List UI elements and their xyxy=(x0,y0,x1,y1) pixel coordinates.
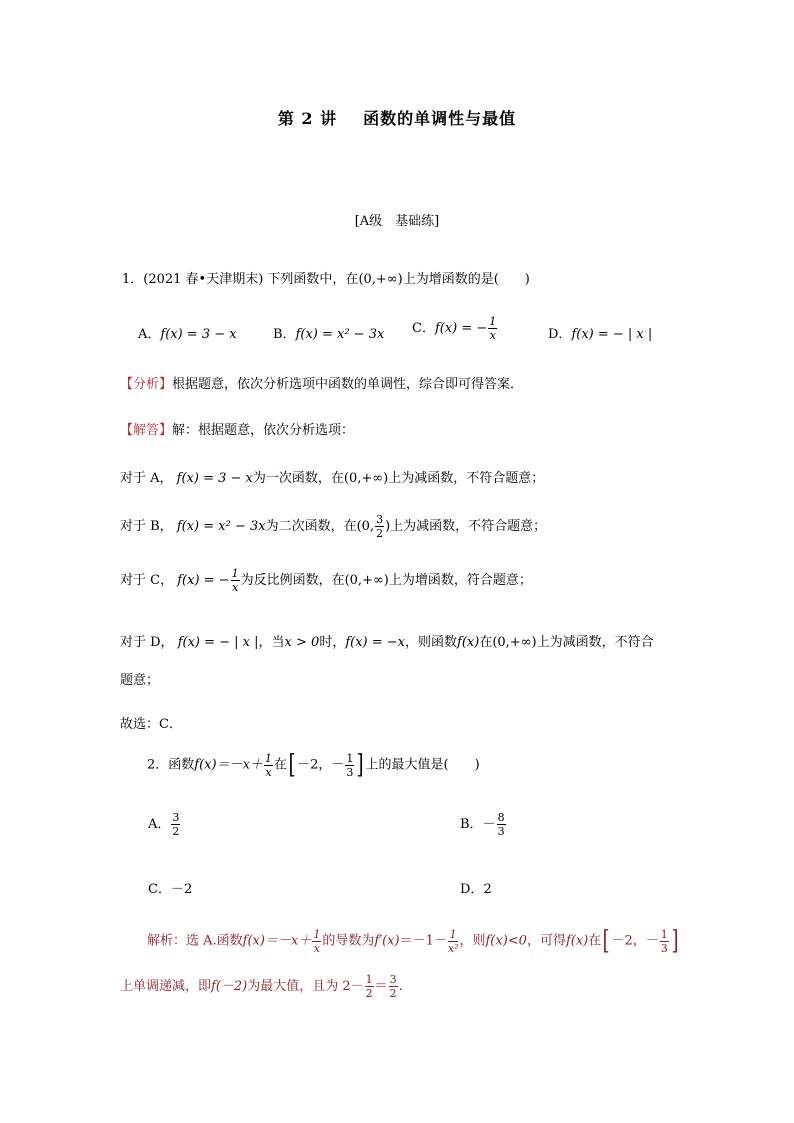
q1-stem-end: 上为增函数的是( ) xyxy=(402,272,530,287)
denominator: 2 xyxy=(172,825,180,838)
formula: f(－2) xyxy=(211,979,248,994)
numerator: 3 xyxy=(172,811,180,824)
line-text: 上为增函数，符合题意； xyxy=(388,573,532,588)
numerator: 1 xyxy=(264,751,272,765)
option-body: － xyxy=(482,817,496,832)
q2-solution-line-2 xyxy=(120,974,403,999)
line-text: 为反比例函数，在 xyxy=(240,573,345,588)
line-text: 为一次函数，在 xyxy=(252,471,344,486)
denominator: 3 xyxy=(497,825,505,838)
fraction xyxy=(231,568,240,593)
formula: f(x) = x² − 3x xyxy=(176,519,266,534)
solution-text: 在 xyxy=(588,933,602,949)
line-text: 上为减函数，不符合题意； xyxy=(390,519,547,534)
q2-option-a xyxy=(148,812,181,837)
option-label: A． xyxy=(148,817,171,832)
fraction xyxy=(488,316,497,341)
formula: f(x)<0 xyxy=(485,933,527,949)
q1-stem xyxy=(122,268,530,287)
q1-line-d xyxy=(120,631,654,650)
option-body: f(x) = x² − 3x xyxy=(295,327,385,342)
line-text: 时， xyxy=(319,635,346,650)
solution-text: 的导数为 xyxy=(322,933,375,949)
solution-text: . xyxy=(398,979,403,994)
option-body: －2 xyxy=(170,882,193,897)
q1-analysis xyxy=(120,373,523,392)
section-heading: [A级 基础练] xyxy=(354,214,440,229)
solution-text: ，则 xyxy=(459,933,486,949)
option-label: A． xyxy=(138,327,161,342)
formula: f(x) xyxy=(565,933,589,949)
fraction xyxy=(497,812,506,837)
interval-close: ) xyxy=(385,519,391,534)
line-text: 为二次函数，在 xyxy=(265,519,357,534)
numerator: 1 xyxy=(449,927,457,941)
formula: f(x) = −x xyxy=(345,635,405,650)
line-text: 上为减函数，不符合题意； xyxy=(388,471,545,486)
numerator: 1 xyxy=(365,973,373,986)
fraction xyxy=(365,974,374,999)
left-bracket: [ xyxy=(288,750,296,780)
denominator: x xyxy=(265,765,272,779)
q1-answer: 故选：C． xyxy=(120,717,182,732)
option-label: D． xyxy=(548,327,572,342)
interval: (0,+∞) xyxy=(343,471,389,486)
fraction xyxy=(389,974,398,999)
line-text: ，则函数 xyxy=(405,635,458,650)
q1-line-a xyxy=(120,467,544,486)
fraction xyxy=(448,929,459,954)
q1-option-d xyxy=(548,323,652,342)
solution-text: 上单调递减，即 xyxy=(120,979,212,994)
denominator: x xyxy=(313,941,320,955)
interval: －2，－ xyxy=(297,757,345,773)
interval: －2，－ xyxy=(611,933,659,949)
denominator: x² xyxy=(447,941,459,955)
numerator: 1 xyxy=(660,927,668,941)
option-body: f(x) = 3 − x xyxy=(160,327,237,342)
solution-text: 为最大值，且为 2－ xyxy=(247,979,364,994)
formula: f(x) xyxy=(242,933,265,949)
fraction xyxy=(660,929,669,954)
denominator: x xyxy=(231,581,239,594)
formula: f(x) xyxy=(194,757,217,773)
numerator: 3 xyxy=(389,973,397,986)
stem-text: 2．函数 xyxy=(147,757,195,773)
line-text: 上为减函数，不符合 xyxy=(536,635,654,650)
numerator: 1 xyxy=(231,567,239,580)
formula: ＝－x＋ xyxy=(264,933,312,949)
stem-text: 在 xyxy=(273,757,287,773)
solution-tag: 解析： xyxy=(147,933,187,949)
fraction xyxy=(345,753,354,778)
solution-text: 选 A.函数 xyxy=(186,933,243,949)
denominator: 2 xyxy=(389,987,397,1000)
denominator: 3 xyxy=(660,941,668,955)
interval: (0,+∞) xyxy=(344,573,389,588)
lecture-title: 函数的单调性与最值 xyxy=(363,109,517,128)
fraction xyxy=(375,514,384,539)
q2-option-d xyxy=(460,878,492,897)
q2-option-c xyxy=(148,878,192,897)
q1-solution xyxy=(120,419,354,438)
solution-text: ＝ xyxy=(374,979,388,994)
option-label: B． xyxy=(460,817,483,832)
analysis-tag: 【分析】 xyxy=(120,377,173,392)
lecture-number: 第 2 讲 xyxy=(277,109,338,128)
numerator: 1 xyxy=(489,315,497,328)
line-text: 在 xyxy=(479,635,493,650)
formula: ＝－1－ xyxy=(399,933,447,949)
denominator: x xyxy=(489,329,496,342)
numerator: 3 xyxy=(376,513,384,526)
formula: f(x) xyxy=(457,635,480,650)
option-body: 2 xyxy=(483,882,492,897)
q1-option-c xyxy=(412,316,498,341)
option-body: f(x) = − | x | xyxy=(571,327,653,342)
q1-line-c xyxy=(120,568,532,593)
q1-option-a xyxy=(138,323,237,342)
denominator: 2 xyxy=(365,987,373,1000)
q1-line-d-continued: 题意； xyxy=(120,673,160,688)
line-label: 对于 C， xyxy=(120,573,174,588)
formula: f(x) = − xyxy=(177,573,230,588)
fraction xyxy=(171,812,180,837)
denominator: 2 xyxy=(376,527,384,540)
solution-tag: 【解答】 xyxy=(120,423,173,438)
line-text: ，当 xyxy=(258,635,285,650)
formula: f(x) = 3 − x xyxy=(176,471,253,486)
interval: (0,+∞) xyxy=(492,635,537,650)
formula: f(x) = − | x | xyxy=(177,635,259,650)
option-label: C． xyxy=(148,882,171,897)
condition: x > 0 xyxy=(284,635,320,650)
q1-interval: (0,+∞) xyxy=(358,272,403,287)
numerator: 1 xyxy=(346,751,354,765)
formula: ＝－x＋ xyxy=(216,757,263,773)
left-bracket: [ xyxy=(602,926,610,956)
numerator: 1 xyxy=(313,927,321,941)
stem-text: 上的最大值是( ) xyxy=(365,757,480,773)
interval-open: (0, xyxy=(356,519,375,534)
q1-option-b xyxy=(273,323,384,342)
solution-text: 解：根据题意，依次分析选项： xyxy=(172,423,355,438)
solution-text: ，可得 xyxy=(526,933,566,949)
option-label: D． xyxy=(460,882,484,897)
line-label: 对于 A， xyxy=(120,471,173,486)
q1-stem-text: 1．(2021 春•天津期末) 下列函数中，在 xyxy=(122,272,359,287)
q2-option-b xyxy=(460,812,507,837)
page-title xyxy=(0,106,794,129)
right-bracket: ] xyxy=(356,750,365,780)
option-body: f(x) = − xyxy=(434,321,488,336)
denominator: 3 xyxy=(346,765,354,779)
q2-solution-line-1 xyxy=(147,928,680,954)
numerator: 8 xyxy=(497,811,505,824)
line-label: 对于 B， xyxy=(120,519,173,534)
line-label: 对于 D， xyxy=(120,635,174,650)
fraction xyxy=(264,753,273,778)
q2-stem xyxy=(147,752,480,778)
q1-line-b xyxy=(120,514,546,539)
option-label: B． xyxy=(273,327,296,342)
fraction xyxy=(312,929,321,954)
analysis-text: 根据题意，依次分析选项中函数的单调性，综合即可得答案． xyxy=(172,377,524,392)
formula: f′(x) xyxy=(374,933,400,949)
option-label: C． xyxy=(412,321,435,336)
right-bracket: ] xyxy=(671,926,679,956)
